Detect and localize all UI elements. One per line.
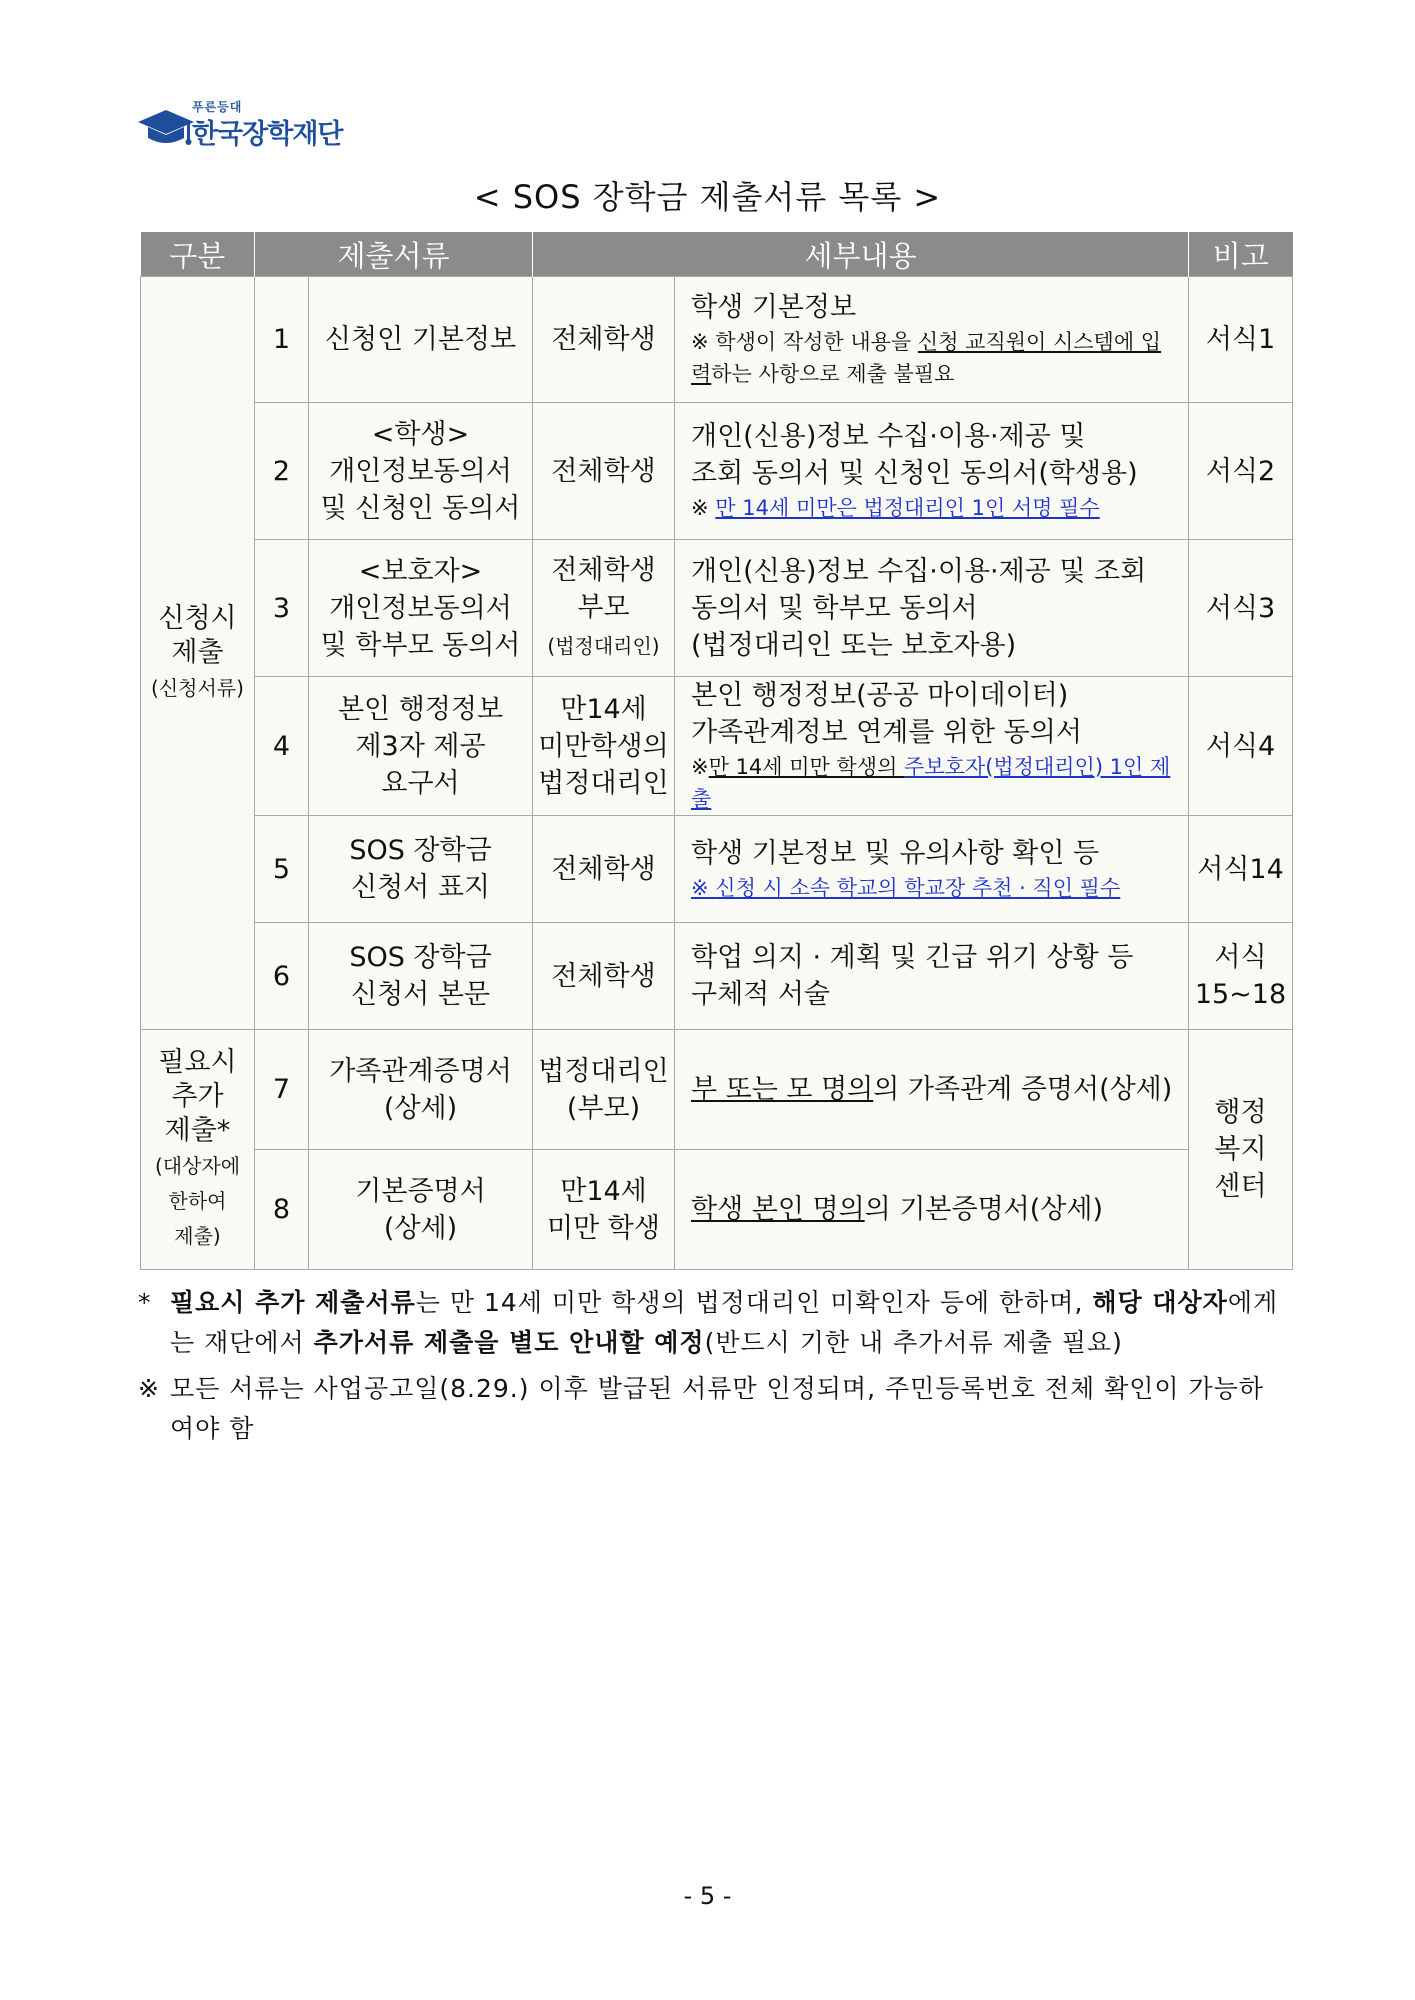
foundation-logo [136, 98, 356, 158]
target-cell: 전체학생 [533, 277, 675, 403]
detail-note: ※ 만 14세 미만은 법정대리인 1인 서명 필수 [691, 496, 1100, 520]
table-row [141, 277, 1293, 403]
logo-name: 한국장학재단 [192, 119, 343, 150]
document-name: SOS 장학금 신청서 표지 [309, 816, 533, 923]
detail-cell: 학생 기본정보 및 유의사항 확인 등 ※ 신청 시 소속 학교의 학교장 추천 · 직인 필수 [675, 816, 1189, 923]
remark-cell: 서식 15~18 [1189, 923, 1293, 1030]
remark-cell: 서식3 [1189, 540, 1293, 677]
remark-cell: 서식4 [1189, 677, 1293, 816]
detail-note: ※ 신청 시 소속 학교의 학교장 추천 · 직인 필수 [691, 875, 1121, 900]
row-number: 2 [255, 403, 309, 540]
row-number: 5 [255, 816, 309, 923]
table-row [141, 403, 1293, 540]
detail-cell: 본인 행정정보(공공 마이데이터) 가족관계정보 연계를 위한 동의서 ※만 14세 미만 학생의 주보호자(법정대리인) 1인 제출 [675, 677, 1189, 816]
table-row [141, 923, 1293, 1030]
footnote-issue-date: ※ 모든 서류는 사업공고일(8.29.) 이후 발급된 서류만 인정되며, 주민등록번호 전체 확인이 가능하여야 함 [138, 1374, 1264, 1443]
documents-table [140, 232, 1293, 1270]
table-row [141, 1150, 1293, 1270]
document-name: 신청인 기본정보 [309, 277, 533, 403]
graduation-cap-icon [136, 104, 196, 154]
page-number: - 5 - [683, 1882, 732, 1910]
table-row [141, 540, 1293, 677]
remark-cell: 서식14 [1189, 816, 1293, 923]
header-document: 제출서류 [255, 232, 533, 277]
row-number: 4 [255, 677, 309, 816]
document-name: 본인 행정정보 제3자 제공 요구서 [309, 677, 533, 816]
detail-note: ※ 학생이 작성한 내용을 신청 교직원이 시스템에 입력하는 사항으로 제출 불필요 [691, 330, 1162, 386]
document-name: SOS 장학금 신청서 본문 [309, 923, 533, 1030]
detail-cell: 학생 기본정보 ※ 학생이 작성한 내용을 신청 교직원이 시스템에 입력하는 사항으로 제출 불필요 [675, 277, 1189, 403]
target-cell: 만14세 미만학생의 법정대리인 [533, 677, 675, 816]
detail-cell: 개인(신용)정보 수집·이용·제공 및 조회 동의서 및 학부모 동의서 (법정대리인 또는 보호자용) [675, 540, 1189, 677]
footnote-additional-docs: * 필요시 추가 제출서류는 만 14세 미만 학생의 법정대리인 미확인자 등에 한하며, 해당 대상자에게는 재단에서 추가서류 제출을 별도 안내할 예정(반드시 기한 내 추가서류 제출 필요) [138, 1288, 1279, 1357]
detail-cell: 개인(신용)정보 수집·이용·제공 및 조회 동의서 및 신청인 동의서(학생용) ※ 만 14세 미만은 법정대리인 1인 서명 필수 [675, 403, 1189, 540]
detail-note: ※만 14세 미만 학생의 주보호자(법정대리인) 1인 제출 [691, 755, 1171, 811]
row-number: 6 [255, 923, 309, 1030]
detail-cell: 학생 본인 명의의 기본증명서(상세) [675, 1150, 1189, 1270]
document-name: <학생> 개인정보동의서 및 신청인 동의서 [309, 403, 533, 540]
target-cell: 전체학생 [533, 816, 675, 923]
remark-cell: 서식1 [1189, 277, 1293, 403]
target-cell: 법정대리인 (부모) [533, 1030, 675, 1150]
logo-tagline: 푸른등대 [192, 100, 243, 114]
table-header-row [141, 232, 1293, 277]
header-details: 세부내용 [533, 232, 1189, 277]
document-name: 기본증명서 (상세) [309, 1150, 533, 1270]
target-cell: 만14세 미만 학생 [533, 1150, 675, 1270]
page-title: < SOS 장학금 제출서류 목록 > [473, 178, 942, 216]
document-name: <보호자> 개인정보동의서 및 학부모 동의서 [309, 540, 533, 677]
detail-cell: 부 또는 모 명의의 가족관계 증명서(상세) [675, 1030, 1189, 1150]
header-category: 구분 [141, 232, 255, 277]
group-additional-cell: 필요시 추가 제출* (대상자에 한하여 제출) [141, 1030, 255, 1270]
table-row [141, 677, 1293, 816]
document-name: 가족관계증명서 (상세) [309, 1030, 533, 1150]
target-cell: 전체학생 [533, 923, 675, 1030]
remark-cell: 행정 복지 센터 [1189, 1030, 1293, 1270]
row-number: 8 [255, 1150, 309, 1270]
detail-cell: 학업 의지 · 계획 및 긴급 위기 상황 등 구체적 서술 [675, 923, 1189, 1030]
footnotes [138, 1283, 1288, 1455]
target-cell: 전체학생 [533, 403, 675, 540]
row-number: 7 [255, 1030, 309, 1150]
table-row [141, 1030, 1293, 1150]
group-apply-cell: 신청시 제출 (신청서류) [141, 277, 255, 1030]
row-number: 3 [255, 540, 309, 677]
header-remark: 비고 [1189, 232, 1293, 277]
row-number: 1 [255, 277, 309, 403]
remark-cell: 서식2 [1189, 403, 1293, 540]
table-row [141, 816, 1293, 923]
target-cell: 전체학생 부모 (법정대리인) [533, 540, 675, 677]
